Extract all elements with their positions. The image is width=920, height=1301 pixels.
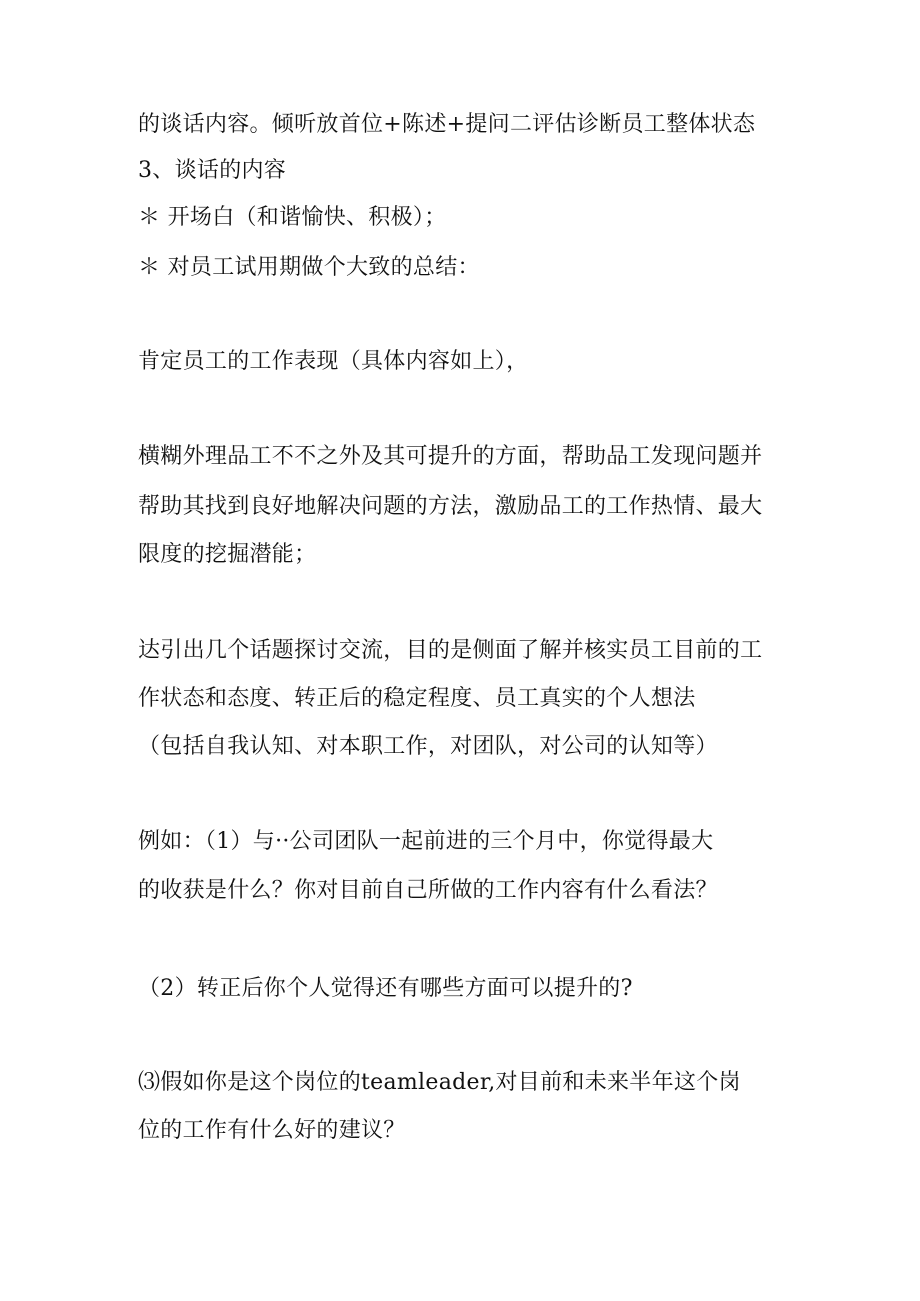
text-line-question-3b: 位的工作有什么好的建议？ <box>138 1118 406 1143</box>
section-heading-talk-content: 3、谈话的内容 <box>138 158 287 183</box>
text-line-topics-1: 达引出几个话题探讨交流，目的是侧面了解并核实员工目前的工 <box>138 638 763 663</box>
text-line-question-3a: ⑶假如你是这个岗位的teamleader,对目前和未来半年这个岗 <box>138 1070 741 1095</box>
text-line-example-2: 的收获是什么？你对目前自己所做的工作内容有什么看法？ <box>138 878 718 903</box>
text-line-example-1: 例如：（1）与··公司团队一起前进的三个月中，你觉得最大 <box>138 829 714 854</box>
text-line-question-2: （2）转正后你个人觉得还有哪些方面可以提升的? <box>138 976 633 1001</box>
text-line-improvement-1: 横糊外理品工不不之外及其可提升的方面，帮助品工发现问题并 <box>138 444 763 469</box>
bullet-summary: ＊ 对员工试用期做个大致的总结： <box>138 255 480 280</box>
bullet-opening: ＊ 开场白（和谐愉快、积极）； <box>138 205 447 230</box>
text-line-topics-2: 作状态和态度、转正后的稳定程度、员工真实的个人想法 <box>138 686 696 711</box>
text-line-talk-content: 的谈话内容。倾听放首位+陈述+提问二评估诊断员工整体状态 <box>138 112 756 137</box>
text-line-improvement-3: 限度的挖掘潜能； <box>138 542 317 567</box>
text-line-improvement-2: 帮助其找到良好地解决问题的方法，激励品工的工作热情、最大 <box>138 494 763 519</box>
text-line-affirm-performance: 肯定员工的工作表现（具体内容如上）， <box>138 349 529 374</box>
text-line-topics-3: （包括自我认知、对本职工作，对团队，对公司的认知等） <box>138 734 718 759</box>
